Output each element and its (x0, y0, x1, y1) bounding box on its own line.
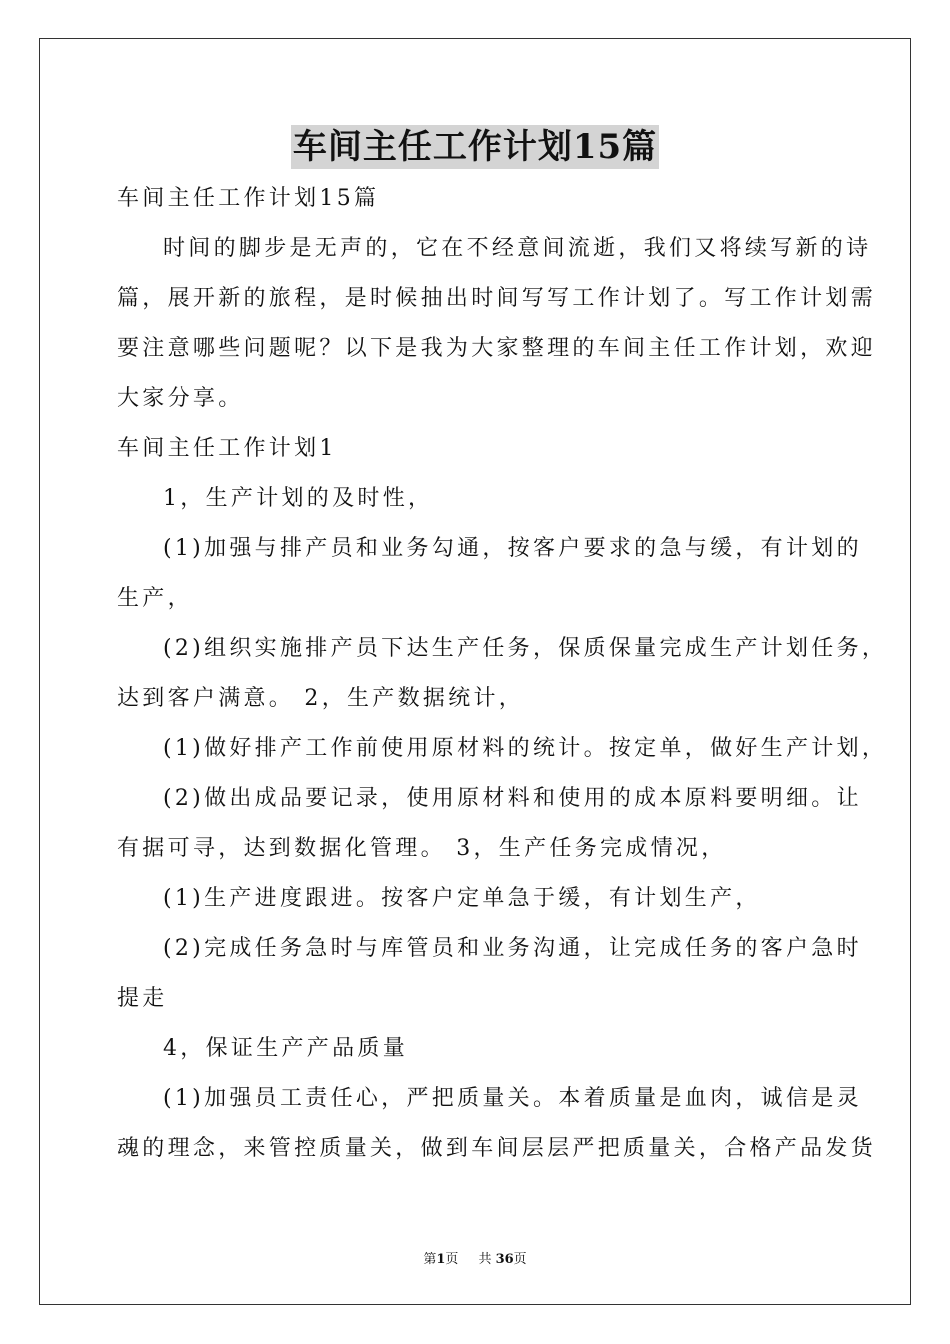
body-line: 车间主任工作计划15篇 (117, 186, 380, 211)
document-title: 车间主任工作计划15篇 (292, 127, 658, 167)
body-line: 魂的理念，来管控质量关，做到车间层层严把质量关，合格产品发货 (117, 1136, 877, 1161)
body-line: (1)加强员工责任心，严把质量关。本着质量是血肉，诚信是灵 (163, 1086, 862, 1111)
body-line: 车间主任工作计划1 (117, 436, 337, 461)
page-border (39, 38, 911, 1305)
body-line: (2)组织实施排产员下达生产任务，保质保量完成生产计划任务， (163, 636, 888, 661)
body-line: 大家分享。 (117, 386, 244, 411)
page-indicator: 第1页 (423, 1252, 459, 1267)
body-line: 提走 (117, 986, 168, 1011)
body-line: (1)加强与排产员和业务勾通，按客户要求的急与缓，有计划的 (163, 536, 862, 561)
title-container (0, 125, 950, 169)
body-line: (1)生产进度跟进。按客户定单急于缓，有计划生产， (163, 886, 761, 911)
body-line: (2)做出成品要记录，使用原材料和使用的成本原料要明细。让 (163, 786, 862, 811)
body-line: 达到客户满意。 2，生产数据统计， (117, 686, 525, 711)
body-line: (2)完成任务急时与库管员和业务沟通，让完成任务的客户急时 (163, 936, 862, 961)
body-line: 生产， (117, 586, 193, 611)
body-line: 篇，展开新的旅程，是时候抽出时间写写工作计划了。写工作计划需 (117, 286, 877, 311)
body-line: 有据可寻，达到数据化管理。 3，生产任务完成情况， (117, 836, 727, 861)
page-footer (0, 1248, 950, 1267)
body-line: 4，保证生产产品质量 (163, 1036, 408, 1061)
body-line: 1，生产计划的及时性， (163, 486, 434, 511)
total-pages-indicator: 共 36页 (478, 1252, 527, 1267)
body-line: 时间的脚步是无声的，它在不经意间流逝，我们又将续写新的诗 (163, 236, 872, 261)
body-line: (1)做好排产工作前使用原材料的统计。按定单，做好生产计划， (163, 736, 888, 761)
body-line: 要注意哪些问题呢？以下是我为大家整理的车间主任工作计划，欢迎 (117, 336, 877, 361)
